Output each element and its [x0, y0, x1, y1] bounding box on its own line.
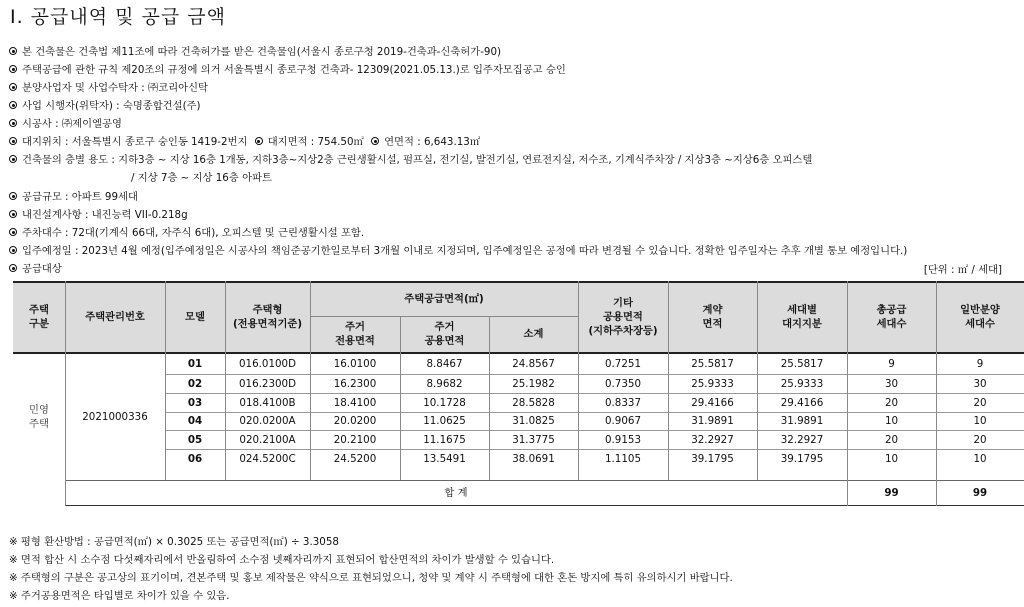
bullet-usage: 건축물의 층별 용도 : 지하3층 ~ 지상 16층 1개동, 지하3층~지상2층 근린생활시설, 펌프실, 전기실, 발전기실, 연료전지실, 저수조, 기계식주차장 / 지상3층 ~지상6층 오피스텔	[9, 153, 812, 167]
cell-common: 8.8467	[426, 358, 463, 370]
bullet-parking: 주차대수 : 72대(기계식 66대, 자주식 6대), 오피스텔 및 근린생활시설 포함.	[9, 226, 364, 240]
bullet-icon	[255, 137, 263, 145]
cell-total: 20	[884, 396, 899, 409]
bullet-icon	[9, 65, 17, 73]
note-common-area: ※ 주거공용면적은 타입별로 차이가 있을 수 있음.	[9, 590, 230, 602]
bullet-icon	[9, 137, 17, 145]
cell-land: 25.9333	[780, 377, 824, 390]
cell-model: 04	[187, 415, 203, 427]
bullet-icon	[9, 101, 17, 109]
cell-total: 20	[884, 433, 899, 446]
bullet-icon	[9, 119, 17, 127]
header-common: 주거 공용면적	[424, 321, 465, 347]
header-other-common: 기타 공용면적 (지하주차장등)	[588, 296, 658, 337]
cell-general: 20	[973, 433, 987, 446]
header-house-type: 주택형 (전용면적기준)	[232, 303, 303, 330]
cell-exclusive: 20.2100	[333, 433, 377, 446]
usage-continuation: / 지상 7층 ~ 지상 16층 아파트	[131, 172, 272, 184]
cell-contract: 31.9891	[691, 415, 734, 427]
cell-total: 9	[888, 358, 895, 370]
bullet-icon	[9, 192, 17, 200]
bullet-icon	[9, 228, 17, 236]
cell-total: 10	[884, 415, 899, 427]
header-exclusive: 주거 전용면적	[335, 321, 375, 347]
unit-label: [단위 : ㎡ / 세대]	[923, 264, 1002, 276]
bullet-scale: 공급규모 : 아파트 99세대	[9, 190, 138, 204]
cell-exclusive: 24.5200	[333, 452, 377, 465]
cell-type: 018.4100B	[239, 396, 296, 409]
cell-common: 11.1675	[423, 433, 466, 446]
header-supply-area: 주택공급면적(㎡)	[404, 292, 484, 305]
note-house-type: ※ 주택형의 구분은 공고상의 표기이며, 견본주택 및 홍보 제작물은 약식으로 표현되었으니, 청약 및 계약 시 주택형에 대한 혼돈 방지에 특히 유의하시기 바랍니다.	[9, 572, 733, 584]
cell-general: 20	[973, 396, 987, 409]
cell-contract: 32.2927	[691, 433, 734, 446]
cell-general: 30	[973, 377, 987, 390]
header-model: 모델	[185, 310, 205, 323]
sum-label: 합 계	[444, 486, 468, 499]
cell-subtotal: 25.1982	[512, 377, 555, 390]
cell-contract: 25.5817	[691, 358, 734, 370]
bullet-icon	[9, 83, 17, 91]
bullet-icon	[371, 137, 379, 145]
bullet-icon	[9, 210, 17, 218]
cell-other: 0.8337	[604, 396, 642, 409]
bullet-icon	[9, 264, 17, 272]
cell-other: 1.1105	[604, 452, 642, 465]
header-contract-area: 계약 면적	[702, 303, 723, 330]
bullet-constructor: 시공사 : ㈜제이엘공영	[9, 117, 122, 131]
bullet-seismic: 내진설계사항 : 내진능력 VII-0.218g	[9, 208, 188, 222]
cell-subtotal: 24.8567	[512, 358, 555, 370]
sum-total-units: 99	[884, 486, 899, 499]
cell-other: 0.7350	[604, 377, 642, 390]
cell-subtotal: 28.5828	[512, 396, 555, 409]
note-conversion: ※ 평형 환산방법 : 공급면적(㎡) × 0.3025 또는 공급면적(㎡) ÷ 3.3058	[9, 536, 339, 548]
cell-common: 11.0625	[423, 415, 466, 427]
cell-land: 31.9891	[780, 415, 824, 427]
header-total-units: 총공급 세대수	[876, 303, 907, 330]
cell-contract: 39.1795	[691, 452, 734, 465]
cell-land: 32.2927	[780, 433, 824, 446]
cell-model: 05	[187, 433, 203, 446]
cell-land: 29.4166	[780, 396, 824, 409]
bullet-icon	[9, 246, 17, 254]
housing-type-cell: 민영 주택	[29, 404, 49, 430]
cell-other: 0.9153	[604, 433, 642, 446]
bullet-approval: 주택공급에 관한 규칙 제20조의 규정에 의거 서울특별시 종로구청 건축과- 12309(2021.05.13.)로 입주자모집공고 승인	[9, 63, 566, 77]
cell-exclusive: 16.0100	[333, 358, 377, 370]
cell-model: 06	[187, 452, 203, 465]
cell-model: 03	[187, 396, 203, 409]
cell-type: 016.2300D	[238, 377, 297, 390]
bullet-trustee: 분양사업자 및 사업수탁자 : ㈜코리아신탁	[9, 81, 208, 95]
cell-type: 020.2100A	[239, 433, 296, 446]
header-land-share: 세대별 대지지분	[782, 303, 822, 330]
cell-common: 10.1728	[423, 396, 466, 409]
mgmt-no-cell: 2021000336	[82, 411, 148, 423]
cell-type: 020.0200A	[239, 415, 296, 427]
cell-other: 0.9067	[604, 415, 642, 427]
cell-total: 30	[884, 377, 899, 390]
cell-model: 01	[187, 358, 203, 370]
cell-subtotal: 31.3775	[512, 433, 555, 446]
cell-type: 016.0100D	[238, 358, 297, 370]
cell-land: 25.5817	[780, 358, 824, 370]
header-subtotal: 소계	[523, 328, 544, 340]
header-general-units: 일반분양 세대수	[960, 303, 1000, 330]
cell-general: 9	[976, 358, 984, 370]
cell-contract: 25.9333	[691, 377, 734, 390]
cell-common: 8.9682	[426, 377, 463, 390]
cell-contract: 29.4166	[691, 396, 734, 409]
cell-exclusive: 18.4100	[333, 396, 377, 409]
cell-type: 024.5200C	[239, 452, 296, 465]
cell-exclusive: 16.2300	[333, 377, 377, 390]
bullet-permit: 본 건축물은 건축법 제11조에 따라 건축허가를 받은 건축물임(서울시 종로구청 2019-건축과-신축허가-90)	[9, 45, 501, 59]
cell-common: 13.5491	[423, 452, 466, 465]
supply-table	[13, 281, 1024, 506]
cell-exclusive: 20.0200	[333, 415, 377, 427]
bullet-site: 대지위치 : 서울특별시 종로구 숭인동 1419-2번지 대지면적 : 754.50㎡ 연면적 : 6,643.13㎡	[9, 135, 480, 149]
header-mgmt-no: 주택관리번호	[85, 310, 145, 323]
bullet-developer: 사업 시행자(위탁자) : 숙명종합건설(주)	[9, 99, 201, 113]
header-housing-type: 주택 구분	[29, 303, 49, 330]
bullet-icon	[9, 47, 17, 55]
cell-model: 02	[187, 377, 203, 390]
cell-total: 10	[884, 452, 899, 465]
cell-land: 39.1795	[780, 452, 824, 465]
cell-other: 0.7251	[604, 358, 642, 370]
cell-subtotal: 38.0691	[512, 452, 555, 465]
bullet-movein: 입주예정일 : 2023년 4월 예정(입주예정일은 시공사의 책임준공기한일로부터 3개월 이내로 지정되며, 입주예정일은 공정에 따라 변경될 수 있습니다. 정확한 입주일자는 추후 개별 통보 예정입니다.)	[9, 244, 907, 258]
sum-general-units: 99	[972, 486, 988, 499]
cell-general: 10	[973, 452, 987, 465]
note-rounding: ※ 면적 합산 시 소수점 다섯째자리에서 반올림하여 소수점 넷째자리까지 표현되어 합산면적의 차이가 발생할 수 있습니다.	[9, 554, 555, 566]
cell-subtotal: 31.0825	[512, 415, 555, 427]
bullet-icon	[9, 155, 17, 163]
section-title: Ⅰ. 공급내역 및 공급 금액	[10, 6, 226, 28]
bullet-target: 공급대상	[9, 262, 62, 276]
cell-general: 10	[973, 415, 987, 427]
